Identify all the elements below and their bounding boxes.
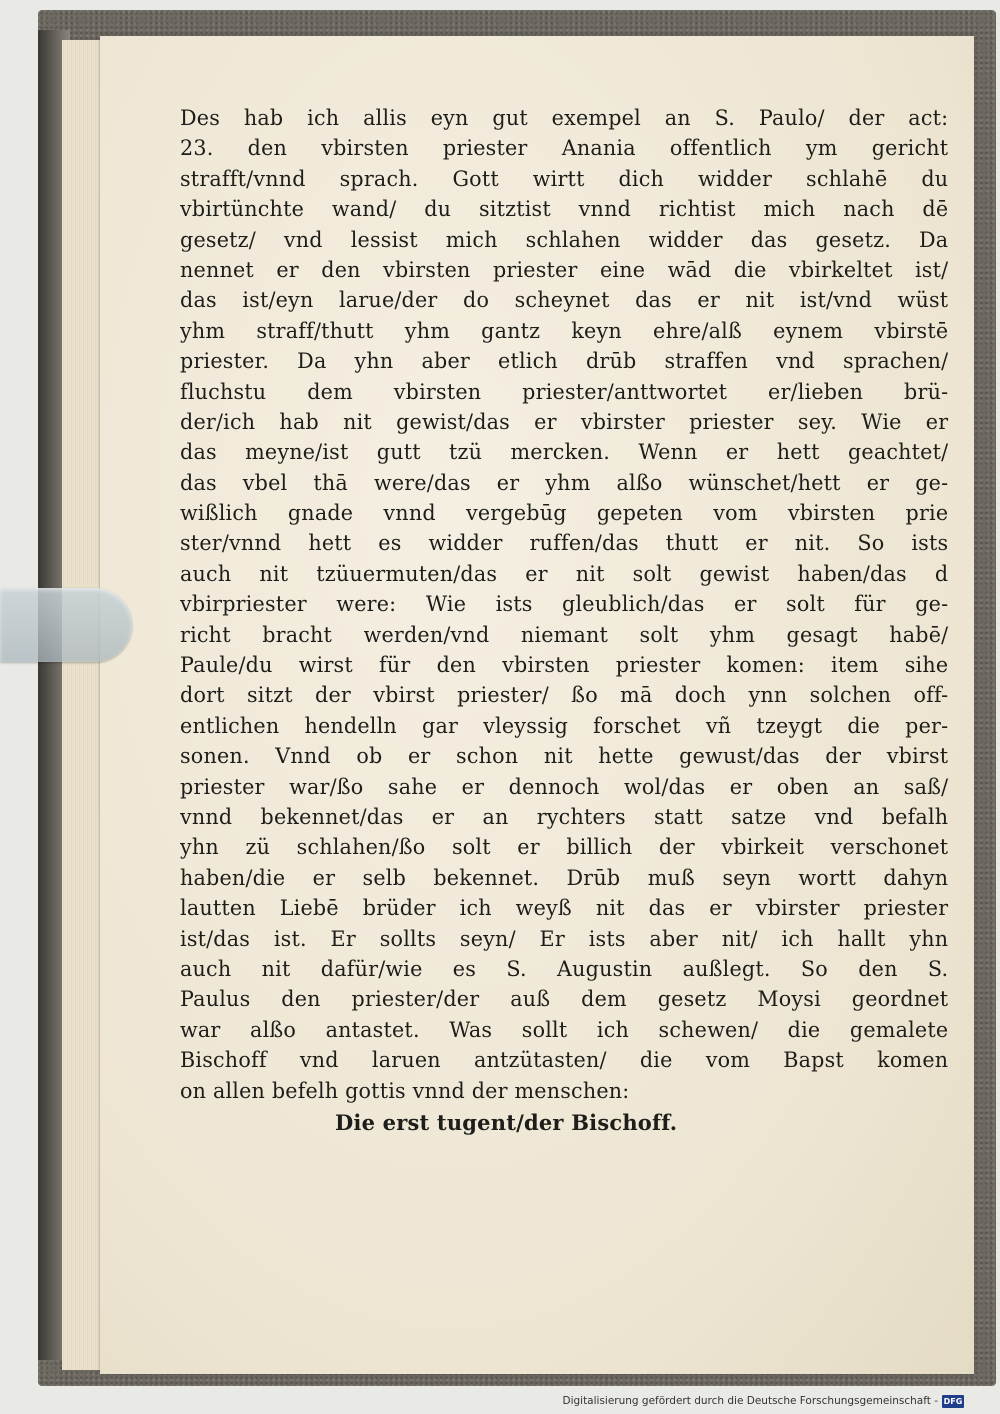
text-line: haben/die er selb bekennet. Drūb muß seyn wortt dahyn [180, 865, 949, 890]
dfg-logo-icon: DFG [943, 1396, 963, 1406]
text-line: richt bracht werden/vnd niemant solt yhm gesagt habē/ [180, 622, 949, 647]
text-line: yhm straff/thutt yhm gantz keyn ehre/alß eynem vbirstē [180, 318, 949, 343]
text-line: dort sitzt der vbirst priester/ ßo mā doch ynn solchen off- [180, 683, 949, 708]
text-line: strafft/vnnd sprach. Gott wirtt dich widder schlahē du [180, 166, 949, 191]
text-line: vnnd bekennet/das er an rychters statt satze vnd befalh [180, 804, 949, 829]
section-heading: Die erst tugent/der Bischoff. [335, 1109, 678, 1135]
text-line: Paule/du wirst für den vbirsten priester komen: item sihe [180, 653, 949, 678]
text-line: entlichen hendelln gar vleyssig forschet vñ tzeygt die per- [180, 713, 949, 738]
text-line: der/ich hab nit gewist/das er vbirster priester sey. Wie er [180, 409, 949, 434]
text-line: priester. Da yhn aber etlich drūb straffen vnd sprachen/ [180, 349, 949, 374]
text-line: gesetz/ vnd lessist mich schlahen widder das gesetz. Da [180, 227, 949, 252]
text-line: das meyne/ist gutt tzü mercken. Wenn er hett geachtet/ [180, 440, 949, 465]
text-line: Bischoff vnd laruen antzütasten/ die vom Bapst komen [180, 1048, 949, 1073]
text-line: Des hab ich allis eyn gut exempel an S. Paulo/ der act: [180, 106, 949, 130]
footer-credit-text: Digitalisierung gefördert durch die Deutsche Forschungsgemeinschaft - [562, 1395, 938, 1407]
text-line: vbirpriester were: Wie ists gleublich/das er solt für ge- [180, 592, 949, 617]
bookmark-clip [0, 588, 132, 662]
text-line: nennet er den vbirsten priester eine wād die vbirkeltet ist/ [180, 257, 949, 282]
text-line last-line: on allen befelh gottis vnnd der menschen: [180, 1078, 630, 1103]
text-line: auch nit dafür/wie es S. Augustin außlegt. So den S. [180, 956, 949, 981]
text-line: auch nit tzüuermuten/das er nit solt gewist haben/das d [180, 561, 949, 586]
text-line: 23. den vbirsten priester Anania offentlich ym gericht [180, 136, 949, 161]
text-line: vbirtünchte wand/ du sitztist vnnd richtist mich nach dē [180, 197, 949, 222]
text-line: das vbel thā were/das er yhm alßo wünschet/hett er ge- [180, 470, 949, 495]
page-text [180, 103, 960, 1138]
text-line: ster/vnnd hett es widder ruffen/das thutt er nit. So ists [180, 531, 949, 556]
text-line: sonen. Vnnd ob er schon nit hette gewust/das der vbirst [180, 744, 949, 769]
text-line: ist/das ist. Er sollts seyn/ Er ists aber nit/ ich hallt yhn [180, 926, 949, 951]
text-line: yhn zü schlahen/ßo solt er billich der vbirkeit verschonet [180, 835, 949, 860]
text-line: wißlich gnade vnnd vergebūg gepeten vom vbirsten prie [180, 501, 949, 526]
text-line: Paulus den priester/der auß dem gesetz Moysi geordnet [180, 987, 949, 1012]
text-line: fluchstu dem vbirsten priester/anttwortet er/lieben brü- [180, 379, 949, 404]
text-line: das ist/eyn larue/der do scheynet das er nit ist/vnd wüst [180, 288, 949, 313]
text-line: war alßo antastet. Was sollt ich schewen/ die gemalete [180, 1017, 949, 1042]
footer-credit [562, 1392, 964, 1410]
text-line: priester war/ßo sahe er dennoch wol/das er oben an saß/ [180, 774, 949, 799]
text-line: lautten Liebē brüder ich weyß nit das er vbirster priester [180, 896, 949, 921]
